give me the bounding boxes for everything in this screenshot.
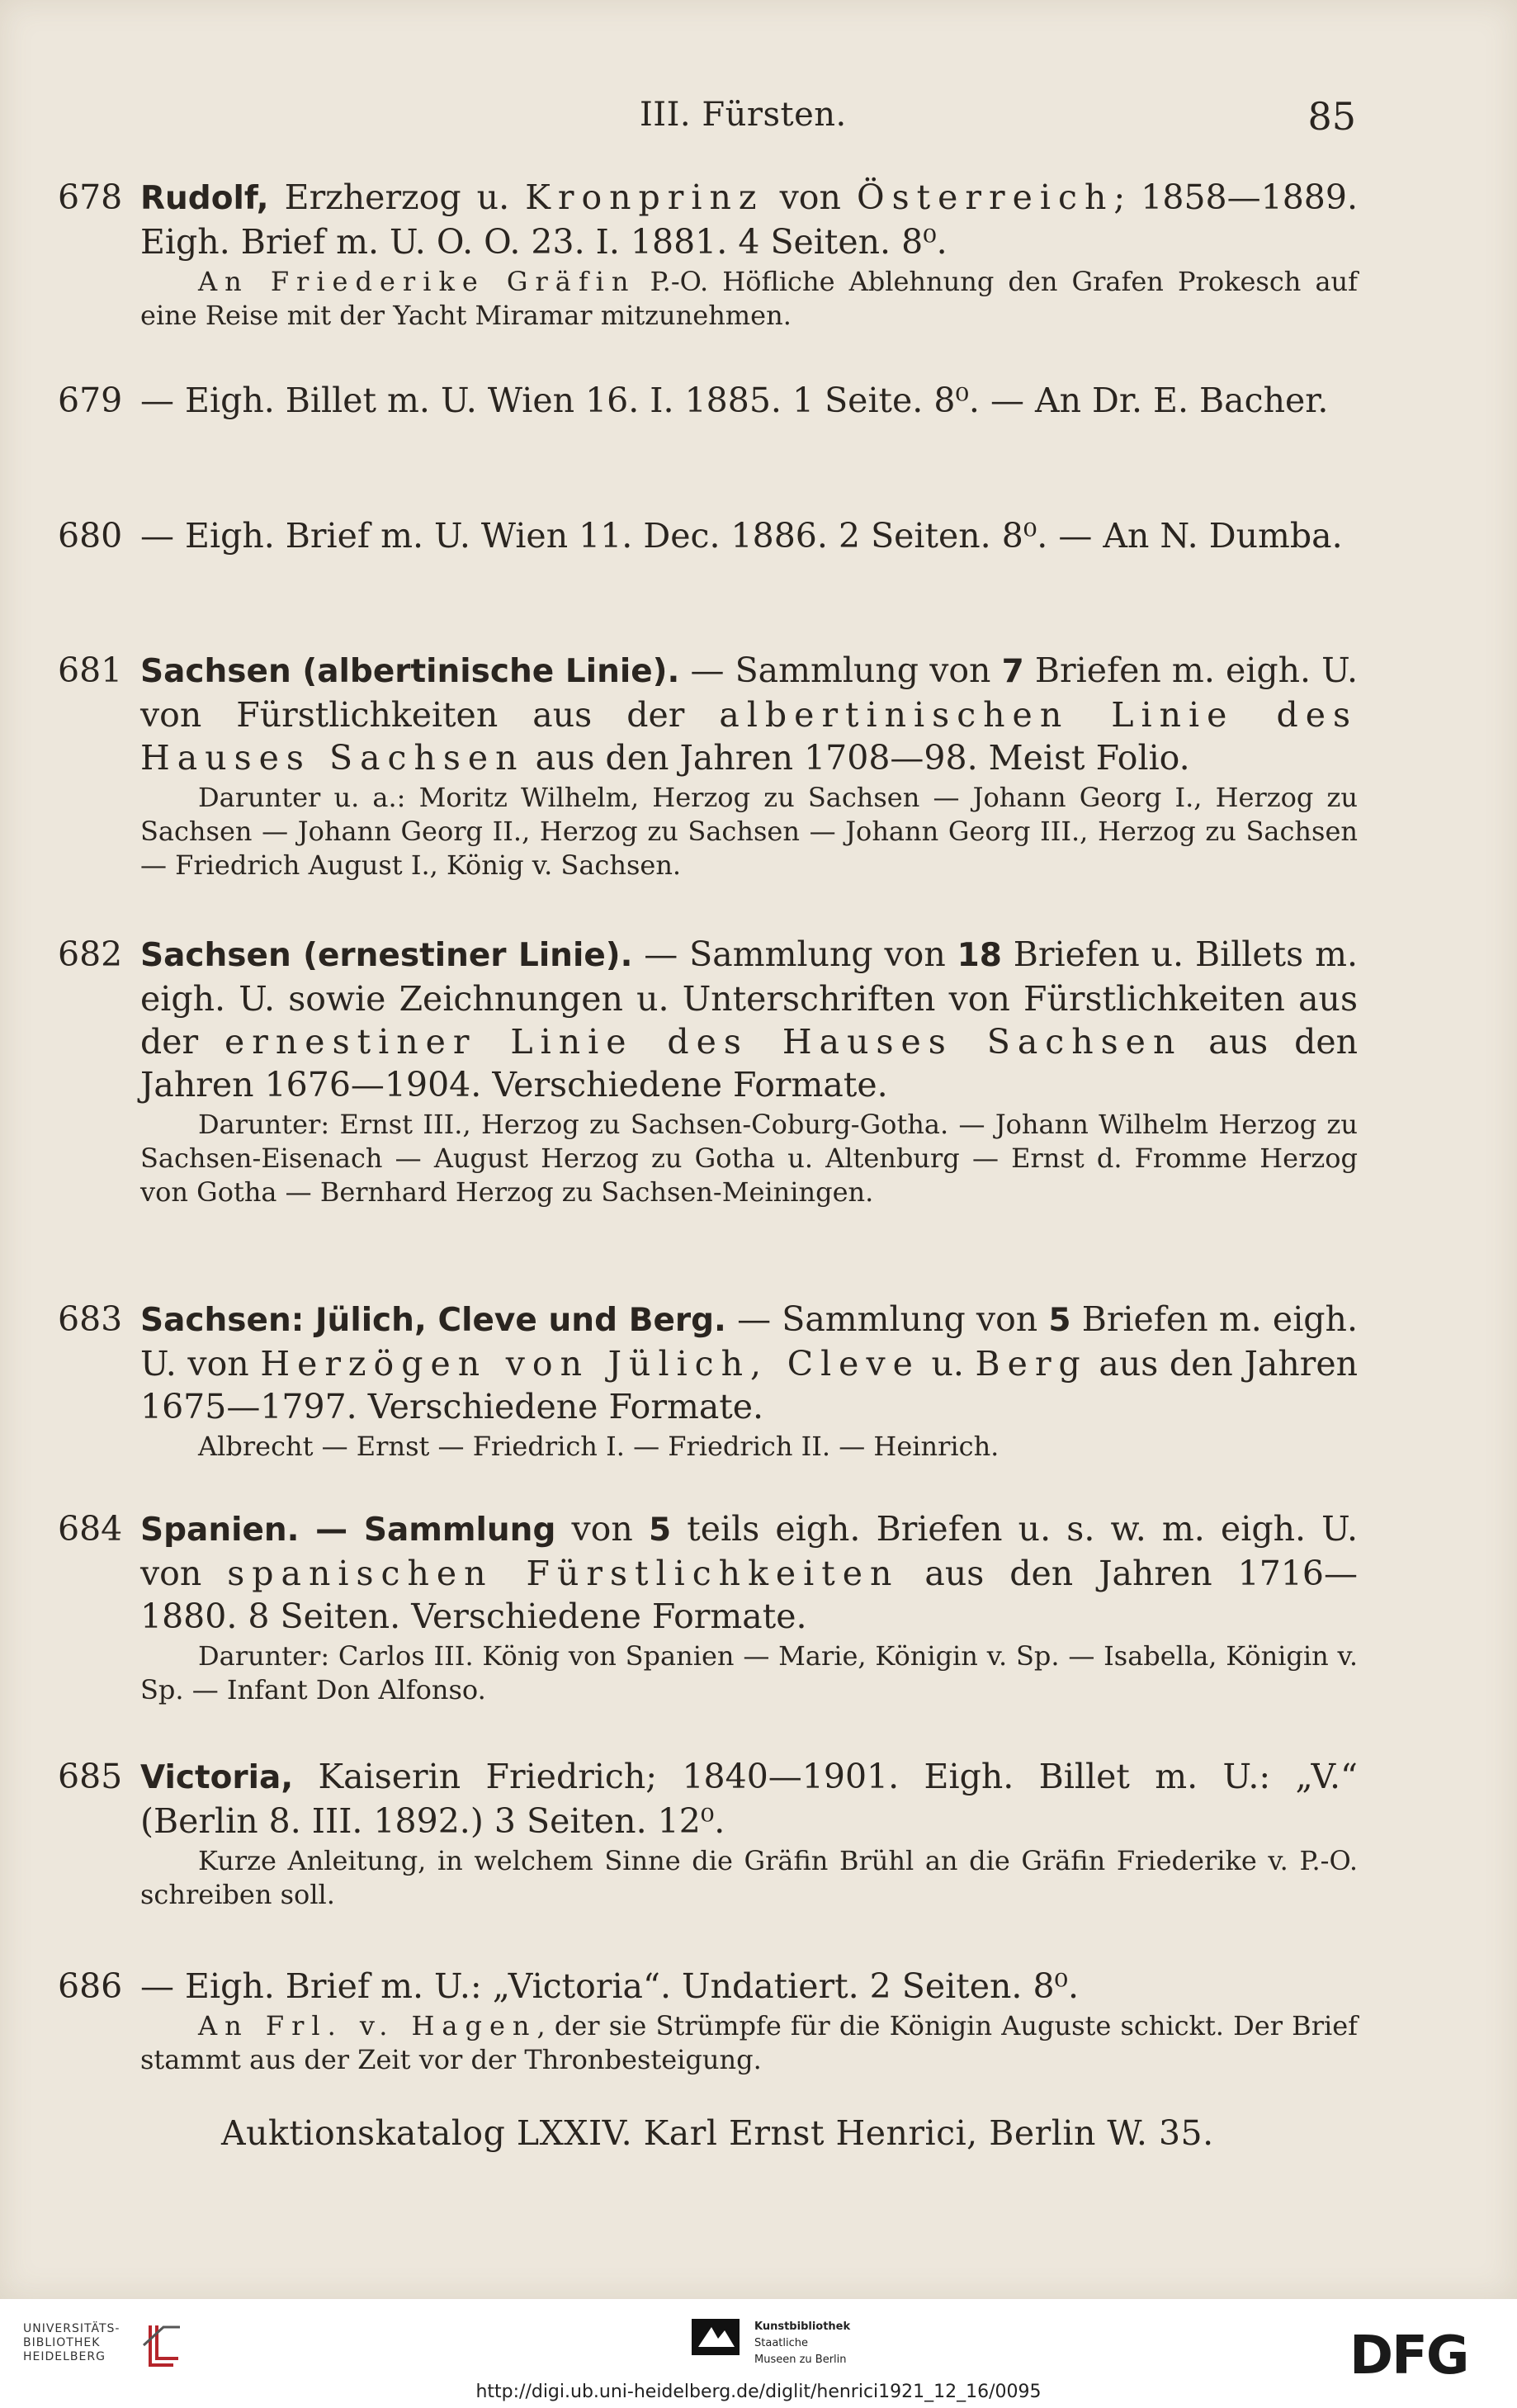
lot-number: 686 (58, 1966, 123, 2006)
lot-note: Darunter: Ernst III., Herzog zu Sachsen-Coburg-Gotha. — Johann Wilhelm Herzog zu Sachsen-Eisenach — August Herzog zu Gotha u. Altenburg — Ernst d. Fromme Herzog von Gotha — Bernhard Herzog zu Sachsen-Meiningen. (140, 1109, 1358, 1208)
lot-entry-681 (58, 649, 1358, 882)
footer-bar (0, 2299, 1517, 2408)
lot-number: 685 (58, 1757, 123, 1796)
ub-heidelberg-label: UNIVERSITÄTS- BIBLIOTHEK HEIDELBERG (23, 2322, 121, 2363)
lot-description: 686 — Eigh. Brief m. U.: „Victoria“. Undatiert. 2 Seiten. 8⁰. (58, 1966, 1080, 2006)
lot-description: 679 — Eigh. Billet m. U. Wien 16. I. 1885. 1 Seite. 8⁰. — An Dr. E. Bacher. (58, 381, 1329, 420)
lot-note: An Frl. v. Hagen, der sie Strümpfe für die Königin Auguste schickt. Der Brief stammt aus der Zeit vor der Thronbesteigung. (140, 2010, 1359, 2075)
lot-number: 678 (58, 177, 123, 217)
lot-number: 679 (58, 381, 123, 420)
running-title: III. Fürsten. (640, 96, 847, 134)
lot-entry-678 (58, 176, 1359, 333)
running-head (0, 89, 1517, 139)
lot-description: 682 Sachsen (ernestiner Linie). — Sammlung von 18 Briefen u. Billets m. eigh. U. sowie Zeichnungen u. Unterschriften von Fürstlichkeiten aus der ernestiner Linie des Hauses Sachsen aus den Jahren 1676—1904. Verschiedene Formate. (58, 934, 1358, 1105)
lot-entry-684 (58, 1507, 1358, 1707)
lot-heading: Sachsen (ernestiner Linie). (140, 937, 633, 974)
lot-note: An Friederike Gräfin P.-O. Höfliche Ablehnung den Grafen Prokesch auf eine Reise mit der Yacht Miramar mitzunehmen. (140, 266, 1359, 331)
kunstbibliothek-logo[interactable] (692, 2316, 851, 2366)
lot-entry-686 (58, 1965, 1359, 2077)
catalog-imprint: Auktionskatalog LXXIV. Karl Ernst Henrici, Berlin W. 35. (221, 2113, 1214, 2153)
lot-description: 683 Sachsen: Jülich, Cleve und Berg. — Sammlung von 5 Briefen m. eigh. U. von Herzögen von Jülich, Cleve u. Berg aus den Jahren 1675—1797. Verschiedene Formate. (58, 1299, 1358, 1426)
lot-entry-682 (58, 933, 1358, 1209)
lot-entry-685 (58, 1755, 1358, 1912)
lot-number: 681 (58, 650, 123, 690)
kunstbibliothek-mark-icon (692, 2316, 740, 2358)
lot-entry-683 (58, 1298, 1358, 1464)
permalink-url[interactable]: http://digi.ub.uni-heidelberg.de/diglit/henrici1921_12_16/0095 (475, 2382, 1042, 2402)
dfg-logo[interactable]: DFG (1349, 2325, 1468, 2387)
page-number: 85 (1307, 94, 1356, 139)
lot-number: 683 (58, 1299, 123, 1339)
lot-heading: Victoria, (140, 1759, 294, 1796)
lot-description: 685 Victoria, Kaiserin Friedrich; 1840—1901. Eigh. Billet m. U.: „V.“ (Berlin 8. III. 1892.) 3 Seiten. 12⁰. (58, 1757, 1358, 1841)
lot-number: 682 (58, 934, 123, 974)
lot-heading: Sachsen: Jülich, Cleve und Berg. (140, 1302, 726, 1339)
lot-note: Darunter: Carlos III. König von Spanien — Marie, Königin v. Sp. — Isabella, Königin v. Sp. — Infant Don Alfonso. (140, 1640, 1358, 1705)
lot-note: Kurze Anleitung, in welchem Sinne die Gräfin Brühl an die Gräfin Friederike v. P.-O. schreiben soll. (140, 1845, 1358, 1910)
lot-description: 680 — Eigh. Brief m. U. Wien 11. Dec. 1886. 2 Seiten. 8⁰. — An N. Dumba. (58, 516, 1343, 556)
lot-heading: Rudolf, (140, 180, 269, 217)
lot-note: Darunter u. a.: Moritz Wilhelm, Herzog zu Sachsen — Johann Georg I., Herzog zu Sachsen — Johann Georg II., Herzog zu Sachsen — Johann Georg III., Herzog zu Sachsen — Friedrich August I., König v. Sachsen. (140, 782, 1358, 881)
lot-entry-680 (58, 514, 1358, 557)
lot-number: 680 (58, 516, 123, 556)
lot-heading: Sachsen (albertinische Linie). (140, 653, 680, 690)
lot-number: 684 (58, 1509, 123, 1549)
kunstbibliothek-label: Kunstbibliothek Staatliche Museen zu Berlin (754, 2320, 851, 2366)
lot-entry-679 (58, 379, 1358, 422)
lot-heading: Spanien. — Sammlung (140, 1512, 556, 1549)
lot-description: 681 Sachsen (albertinische Linie). — Sammlung von 7 Briefen m. eigh. U. von Fürstlichkeiten aus der albertinischen Linie des Hauses Sachsen aus den Jahren 1708—98. Meist Folio. (58, 650, 1358, 778)
lot-note: Albrecht — Ernst — Friedrich I. — Friedrich II. — Heinrich. (198, 1431, 1000, 1462)
ub-heidelberg-mark-icon (139, 2320, 185, 2370)
lot-description: 678 Rudolf, Erzherzog u. Kronprinz von Österreich; 1858—1889. Eigh. Brief m. U. O. O. 23. I. 1881. 4 Seiten. 8⁰. (58, 177, 1358, 262)
lot-description: 684 Spanien. — Sammlung von 5 teils eigh. Briefen u. s. w. m. eigh. U. von spanischen Fürstlichkeiten aus den Jahren 1716—1880. 8 Seiten. Verschiedene Formate. (58, 1509, 1358, 1636)
